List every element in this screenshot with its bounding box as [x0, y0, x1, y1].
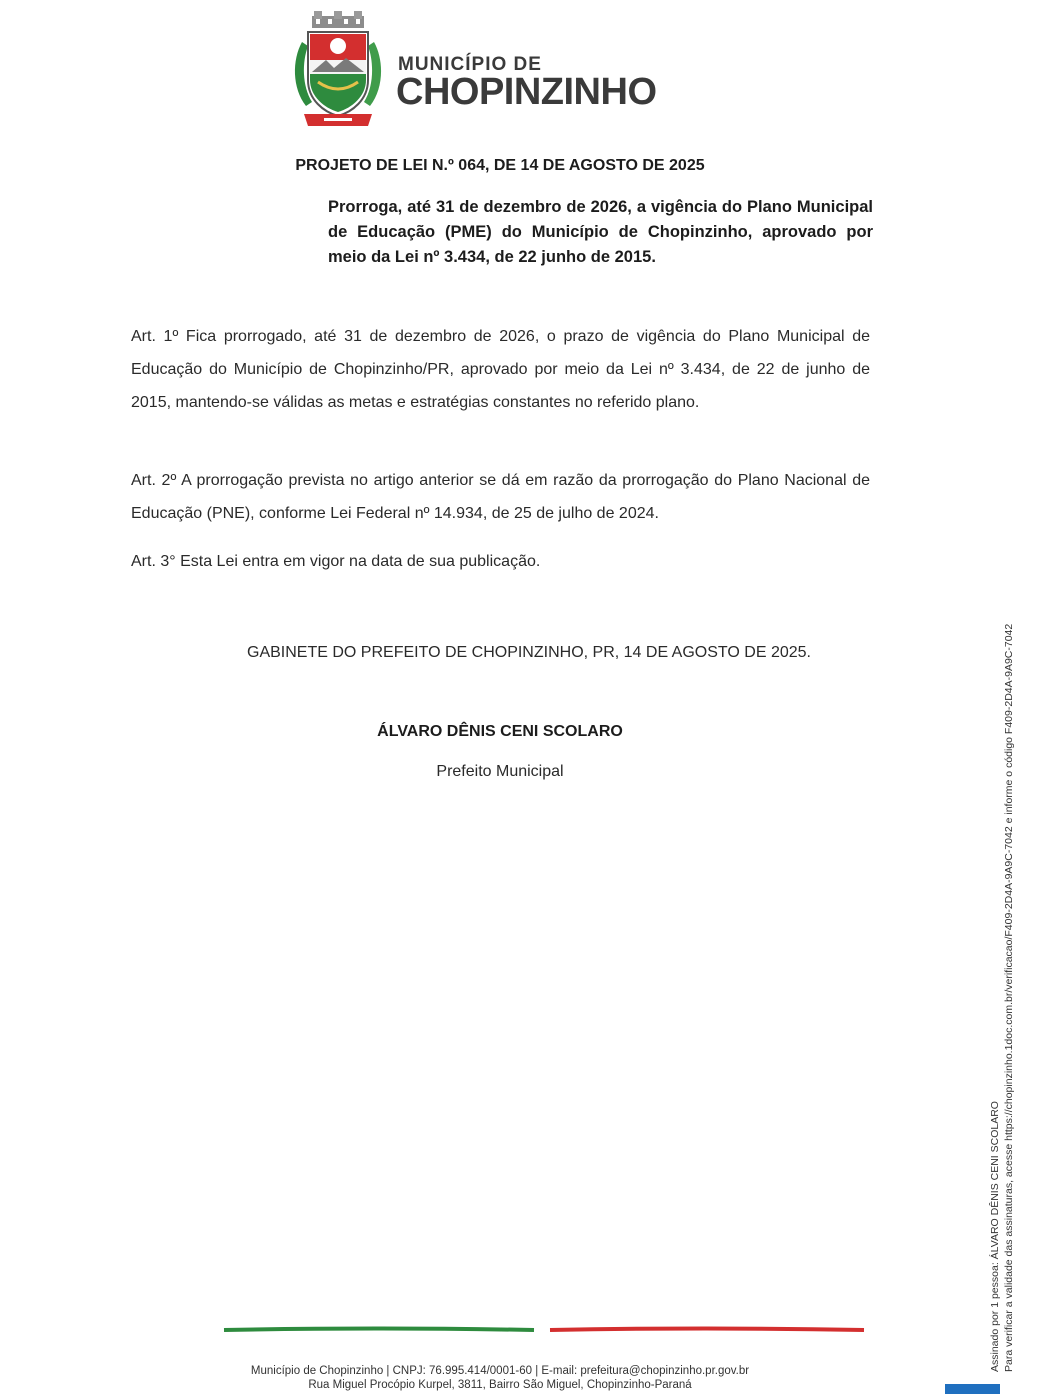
footer-address-line: Rua Miguel Procópio Kurpel, 3811, Bairro São Miguel, Chopinzinho-Paraná	[308, 1379, 692, 1391]
letterhead	[290, 10, 690, 135]
stamp-line-signed-by: Assinado por 1 pessoa: ÁLVARO DÊNIS CENI SCOLARO	[989, 1101, 1001, 1372]
document-summary: Prorroga, até 31 de dezembro de 2026, a vigência do Plano Municipal de Educação (PME) do Município de Chopinzinho, aprovado por meio da Lei nº 3.434, de 22 junho de 2015.	[328, 198, 873, 266]
stamp-line-verification: Para verificar a validade das assinaturas, acesse https://chopinzinho.1doc.com.br/verificacao/F409-2D4A-9A9C-7042 e informe o código F409-2D4A-9A9C-7042	[1003, 623, 1015, 1372]
article-1: Art. 1º Fica prorrogado, até 31 de dezembro de 2026, o prazo de vigência do Plano Municipal de Educação do Município de Chopinzinho/PR, aprovado por meio da Lei nº 3.434, de 22 de junho de 2015, mantendo-se válidas as metas e estratégias constantes no referido plano.	[131, 328, 870, 411]
footer-divider	[224, 1327, 864, 1333]
signer-name: ÁLVARO DÊNIS CENI SCOLARO	[377, 723, 623, 740]
article-3: Art. 3° Esta Lei entra em vigor na data de sua publicação.	[131, 553, 541, 570]
closing-line: GABINETE DO PREFEITO DE CHOPINZINHO, PR, 14 DE AGOSTO DE 2025.	[247, 644, 811, 661]
footer-contact-line: Município de Chopinzinho | CNPJ: 76.995.414/0001-60 | E-mail: prefeitura@chopinzinho.pr.gov.br	[250, 1365, 750, 1377]
municipal-coat-of-arms-icon	[290, 10, 386, 132]
article-2: Art. 2º A prorrogação prevista no artigo anterior se dá em razão da prorrogação do Plano Nacional de Educação (PNE), conforme Lei Federal nº 14.934, de 25 de julho de 2024.	[131, 472, 870, 522]
document-title: PROJETO DE LEI N.º 064, DE 14 DE AGOSTO DE 2025	[295, 157, 705, 174]
org-name: CHOPINZINHO	[396, 71, 657, 113]
footer	[0, 1364, 1000, 1392]
signer-role: Prefeito Municipal	[436, 763, 564, 780]
org-name-prefix: MUNICÍPIO DE	[398, 54, 542, 75]
signature-verification-stamp	[988, 624, 1016, 1372]
